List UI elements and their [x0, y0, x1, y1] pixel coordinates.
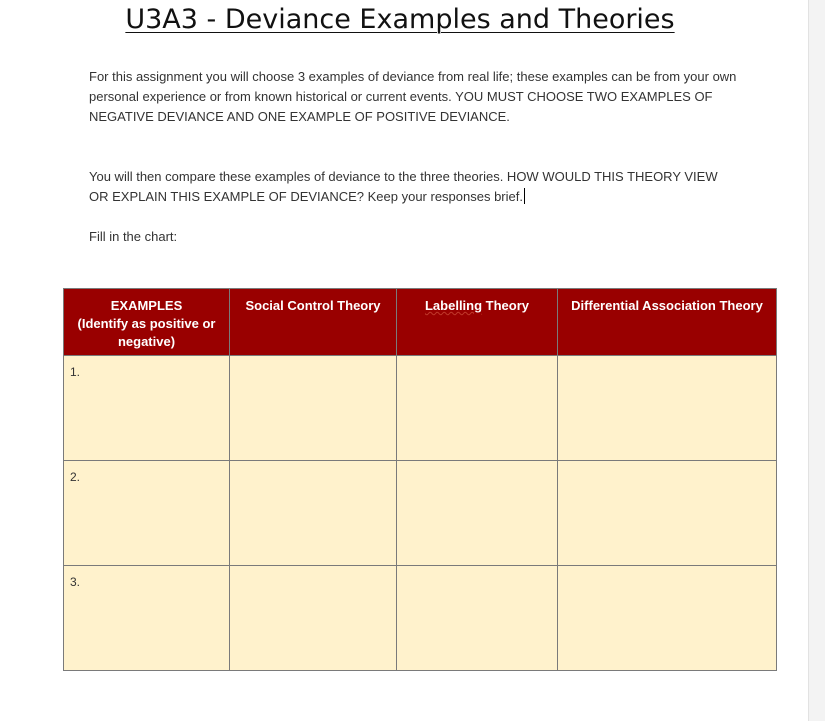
instructions-text-1: For this assignment you will choose 3 examples of deviance from real life; these examples can be from your own personal experience or from known historical or current events. YOU MUST CHOOSE TWO EXAMPLES OF NEGATIVE DEVIANCE AND ONE EXAMPLE OF POSITIVE DEVIANCE.: [89, 69, 737, 124]
cell-example-1[interactable]: [64, 356, 230, 461]
instructions-text-2: You will then compare these examples of deviance to the three theories. HOW WOULD THIS THEORY VIEW OR EXPLAIN THIS EXAMPLE OF DEVIANCE? Keep your responses brief.: [89, 169, 718, 204]
table-row: [64, 356, 777, 461]
instructions-text-3: Fill in the chart:: [89, 229, 178, 244]
document-title: U3A3 - Deviance Examples and Theories: [125, 4, 675, 35]
row-number: 1.: [70, 365, 81, 379]
instructions-paragraph-1[interactable]: [89, 67, 739, 127]
cell-labelling-3[interactable]: [397, 566, 558, 671]
header-examples[interactable]: [64, 289, 230, 356]
header-labelling-suffix: Theory: [482, 298, 530, 313]
header-social-control-label: Social Control Theory: [245, 298, 381, 313]
table-row: [64, 566, 777, 671]
text-cursor: [524, 188, 525, 204]
cell-example-3[interactable]: [64, 566, 230, 671]
header-differential-association-theory[interactable]: [558, 289, 777, 356]
table-header-row: [64, 289, 777, 356]
header-labelling-word: Labelling: [424, 298, 483, 313]
cell-differential-2[interactable]: [558, 461, 777, 566]
header-labelling-theory[interactable]: [397, 289, 558, 356]
cell-differential-1[interactable]: [558, 356, 777, 461]
row-number: 2.: [70, 470, 81, 484]
header-examples-title: EXAMPLES: [110, 298, 183, 313]
row-number: 3.: [70, 575, 81, 589]
deviance-chart-table: [63, 288, 777, 671]
page-scroll-gutter[interactable]: [808, 0, 825, 721]
cell-labelling-1[interactable]: [397, 356, 558, 461]
instructions-paragraph-2[interactable]: [89, 167, 739, 207]
table-row: [64, 461, 777, 566]
cell-social-control-1[interactable]: [230, 356, 397, 461]
cell-example-2[interactable]: [64, 461, 230, 566]
cell-social-control-3[interactable]: [230, 566, 397, 671]
header-examples-subtitle: (Identify as positive or negative): [77, 316, 216, 349]
cell-labelling-2[interactable]: [397, 461, 558, 566]
header-differential-label: Differential Association Theory: [571, 298, 763, 313]
cell-differential-3[interactable]: [558, 566, 777, 671]
header-social-control-theory[interactable]: [230, 289, 397, 356]
cell-social-control-2[interactable]: [230, 461, 397, 566]
instructions-paragraph-3[interactable]: [89, 227, 739, 247]
